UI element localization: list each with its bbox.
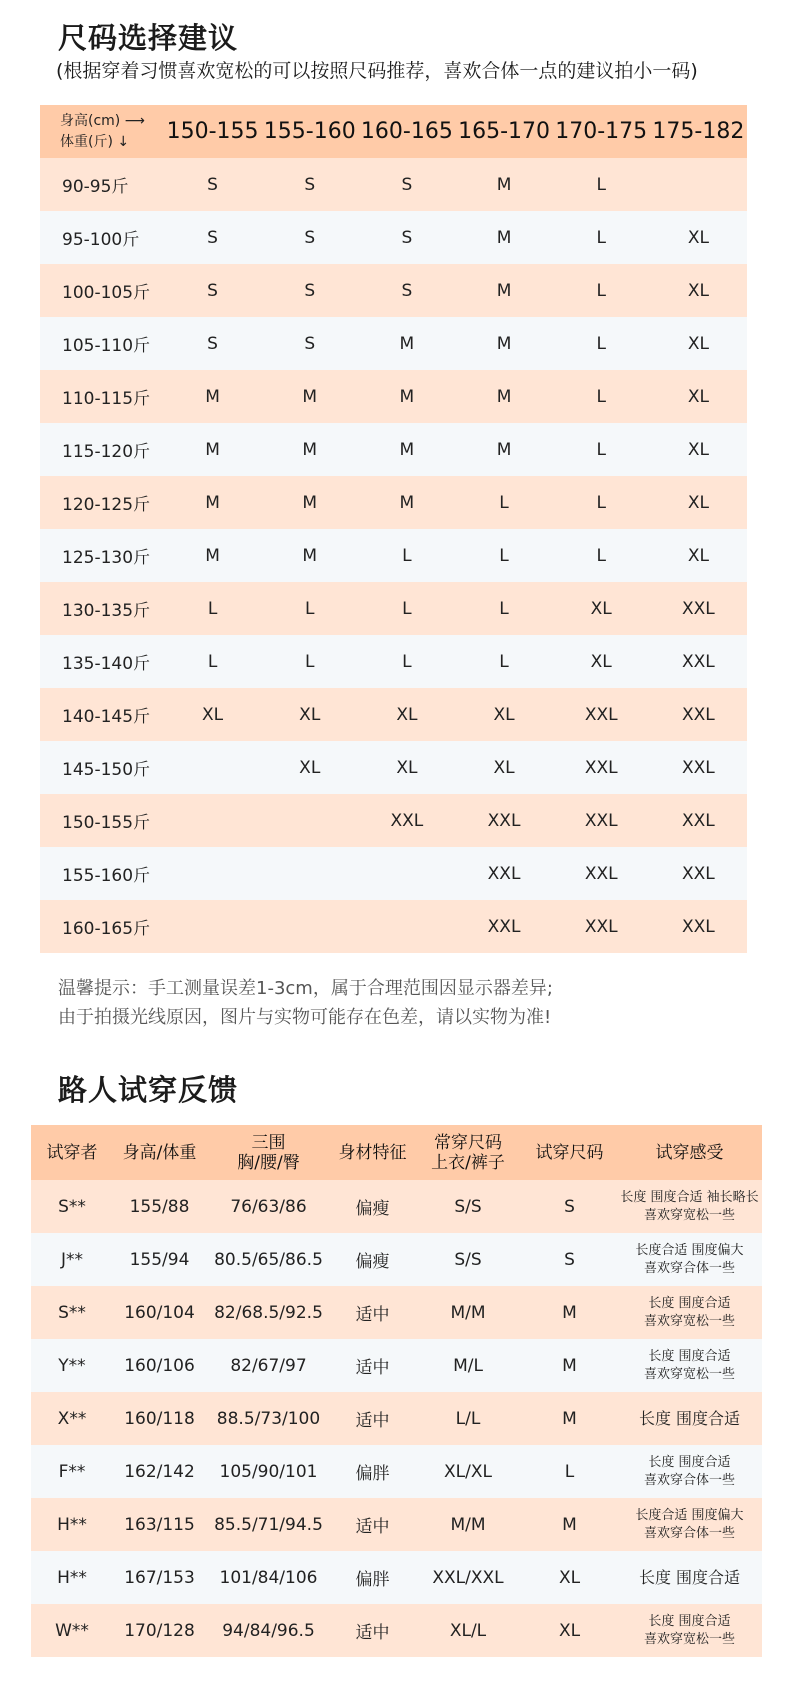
size-cell — [650, 158, 747, 211]
size-cell — [164, 900, 261, 953]
size-cell: XL — [493, 757, 515, 778]
height-weight-cell: 162/142 — [124, 1461, 195, 1482]
height-weight-cell: 160/104 — [124, 1302, 195, 1323]
fit-feedback-line: 喜欢穿宽松一些 — [643, 1207, 735, 1223]
fit-feedback-cell — [617, 1233, 762, 1286]
size-cell — [261, 900, 358, 953]
size-table-row — [40, 847, 747, 900]
usual-size-cell: M/M — [450, 1514, 486, 1535]
height-axis-label: 身高(cm) ⟶ — [60, 112, 145, 129]
usual-size-cell: XXL/XXL — [432, 1567, 504, 1588]
size-cell: XXL — [682, 810, 715, 831]
size-cell: XL — [396, 757, 418, 778]
size-table-corner-cell — [40, 105, 164, 158]
weight-range-cell: 90-95斤 — [62, 177, 129, 197]
usual-size-cell: M/L — [453, 1355, 483, 1376]
tried-size-cell: XL — [558, 1620, 581, 1641]
size-cell: XXL — [682, 651, 715, 672]
weight-axis-label: 体重(斤) ↓ — [60, 133, 130, 150]
size-cell: S — [304, 333, 316, 354]
size-cell — [164, 794, 261, 847]
feedback-header-cell: 试穿者 — [46, 1142, 98, 1163]
usual-size-cell: L/L — [455, 1408, 481, 1429]
size-cell: XL — [299, 704, 321, 725]
weight-range-cell: 115-120斤 — [62, 442, 151, 462]
size-cell: XL — [590, 598, 612, 619]
height-range-header: 150-155 — [166, 119, 259, 144]
size-cell: L — [402, 545, 412, 566]
size-cell: L — [596, 227, 606, 248]
size-cell: M — [205, 386, 220, 407]
size-table-body — [40, 158, 747, 953]
tried-size-cell: S — [564, 1249, 575, 1270]
tried-size-cell: M — [562, 1302, 577, 1323]
body-type-cell: 适中 — [355, 1358, 390, 1378]
weight-range-cell: 95-100斤 — [62, 230, 140, 250]
size-table-row — [40, 635, 747, 688]
size-cell: XXL — [682, 704, 715, 725]
size-cell: S — [304, 174, 316, 195]
size-table-row — [40, 476, 747, 529]
tester-name-cell: S** — [58, 1302, 86, 1323]
size-cell: XL — [202, 704, 224, 725]
body-type-cell: 偏胖 — [355, 1464, 390, 1484]
feedback-row — [31, 1445, 762, 1498]
body-type-cell: 偏胖 — [355, 1570, 390, 1590]
feedback-table-body — [31, 1180, 762, 1657]
size-cell: XXL — [487, 916, 521, 937]
size-table-header-row — [40, 105, 747, 158]
tips-line: 由于拍摄光线原因，图片与实物可能存在色差，请以实物为准! — [58, 1007, 552, 1028]
feedback-header-cell: 身高/体重 — [122, 1142, 197, 1163]
body-type-cell: 适中 — [355, 1305, 390, 1325]
size-cell: XXL — [682, 757, 715, 778]
tried-size-cell: M — [562, 1355, 577, 1376]
size-cell: XL — [590, 651, 612, 672]
size-cell: L — [499, 598, 509, 619]
size-cell: L — [207, 651, 218, 672]
fit-feedback-cell — [617, 1339, 762, 1392]
size-cell: M — [205, 545, 220, 566]
height-weight-cell: 163/115 — [124, 1514, 195, 1535]
height-weight-cell: 155/88 — [129, 1196, 190, 1217]
tester-name-cell: W** — [55, 1620, 89, 1641]
size-cell: XL — [687, 386, 709, 407]
size-cell: M — [496, 333, 512, 354]
size-cell: XXL — [682, 598, 715, 619]
size-cell: M — [399, 386, 415, 407]
size-cell: S — [401, 174, 413, 195]
size-cell: L — [499, 545, 509, 566]
fit-feedback-cell — [617, 1445, 762, 1498]
feedback-row — [31, 1233, 762, 1286]
fit-feedback-line: 长度 围度合适 — [648, 1348, 731, 1364]
tester-name-cell: F** — [58, 1461, 86, 1482]
size-cell: L — [402, 651, 412, 672]
weight-range-cell: 150-155斤 — [62, 813, 151, 833]
feedback-header-row — [31, 1125, 762, 1180]
feedback-row — [31, 1498, 762, 1551]
body-type-cell: 适中 — [355, 1623, 390, 1643]
height-weight-cell: 155/94 — [129, 1249, 190, 1270]
size-cell — [358, 847, 455, 900]
size-cell: XXL — [487, 863, 521, 884]
size-cell — [358, 900, 455, 953]
size-cell: L — [596, 492, 606, 513]
height-weight-cell: 167/153 — [124, 1567, 195, 1588]
height-range-header: 175-182 — [652, 119, 745, 144]
size-cell — [261, 794, 358, 847]
fit-feedback-line: 喜欢穿合体一些 — [643, 1472, 735, 1488]
body-type-cell: 适中 — [355, 1411, 390, 1431]
feedback-header-cell: 试穿感受 — [655, 1142, 724, 1163]
weight-range-cell: 120-125斤 — [62, 495, 151, 515]
feedback-header-cell: 常穿尺码 上衣/裤子 — [431, 1132, 505, 1173]
size-table-row — [40, 688, 747, 741]
size-cell — [164, 741, 261, 794]
size-cell: M — [496, 174, 512, 195]
size-cell: XXL — [584, 704, 618, 725]
size-cell: XXL — [584, 863, 618, 884]
measurements-cell: 105/90/101 — [219, 1461, 318, 1482]
size-cell: L — [499, 492, 509, 513]
fit-feedback-cell — [617, 1180, 762, 1233]
weight-range-cell: 110-115斤 — [62, 389, 151, 409]
size-cell: L — [596, 333, 606, 354]
tried-size-cell: XL — [558, 1567, 581, 1588]
size-cell: M — [399, 333, 415, 354]
height-weight-cell: 160/118 — [124, 1408, 195, 1429]
size-cell: S — [207, 280, 218, 301]
height-range-header: 170-175 — [555, 119, 648, 144]
size-table-row — [40, 529, 747, 582]
size-cell: M — [302, 439, 318, 460]
size-cell: XXL — [682, 916, 715, 937]
fit-feedback-line: 长度 围度合适 — [638, 1567, 741, 1587]
fit-feedback-cell — [617, 1551, 762, 1604]
weight-range-cell: 145-150斤 — [62, 760, 151, 780]
size-table-row — [40, 211, 747, 264]
measurements-cell: 80.5/65/86.5 — [214, 1249, 323, 1270]
tester-name-cell: J** — [60, 1249, 83, 1270]
fit-feedback-line: 喜欢穿合体一些 — [643, 1525, 735, 1541]
measurements-cell: 88.5/73/100 — [216, 1408, 321, 1429]
height-weight-cell: 170/128 — [124, 1620, 195, 1641]
size-cell: XXL — [584, 757, 618, 778]
size-cell: M — [302, 545, 318, 566]
height-range-header: 160-165 — [360, 119, 453, 144]
size-cell: M — [399, 492, 415, 513]
trial-feedback-table — [31, 1125, 762, 1657]
weight-range-cell: 105-110斤 — [62, 336, 151, 356]
size-cell: L — [596, 386, 606, 407]
measurements-cell: 101/84/106 — [219, 1567, 318, 1588]
tester-name-cell: H** — [57, 1514, 87, 1535]
weight-range-cell: 135-140斤 — [62, 654, 151, 674]
weight-range-cell: 140-145斤 — [62, 707, 151, 727]
size-cell: XL — [493, 704, 515, 725]
size-cell: XL — [687, 333, 709, 354]
tester-name-cell: Y** — [58, 1355, 86, 1376]
feedback-row — [31, 1180, 762, 1233]
size-cell: XL — [687, 280, 709, 301]
size-table-row — [40, 317, 747, 370]
tester-name-cell: H** — [57, 1567, 87, 1588]
tried-size-cell: M — [562, 1408, 577, 1429]
height-weight-cell: 160/106 — [124, 1355, 195, 1376]
size-cell: XXL — [584, 810, 618, 831]
fit-feedback-line: 长度 围度合适 — [648, 1613, 731, 1629]
weight-range-cell: 160-165斤 — [62, 919, 151, 939]
size-recommendation-table — [40, 105, 747, 953]
size-table-row — [40, 423, 747, 476]
size-cell: S — [304, 280, 316, 301]
feedback-row — [31, 1286, 762, 1339]
size-cell: S — [304, 227, 316, 248]
size-cell: M — [205, 439, 220, 460]
size-cell: XXL — [682, 863, 715, 884]
size-cell: M — [496, 386, 512, 407]
tips-line: 温馨提示：手工测量误差1-3cm，属于合理范围因显示器差异; — [58, 978, 553, 999]
feedback-row — [31, 1551, 762, 1604]
usual-size-cell: M/M — [450, 1302, 486, 1323]
feedback-header-cell: 三围 胸/腰/臀 — [237, 1132, 300, 1173]
size-cell: M — [302, 386, 318, 407]
measurements-cell: 94/84/96.5 — [222, 1620, 315, 1641]
size-table-row — [40, 582, 747, 635]
trial-feedback-title: 路人试穿反馈 — [58, 1073, 239, 1107]
size-cell: L — [596, 545, 606, 566]
fit-feedback-cell — [617, 1604, 762, 1657]
size-cell: XL — [396, 704, 418, 725]
feedback-row — [31, 1392, 762, 1445]
tried-size-cell: S — [564, 1196, 575, 1217]
size-table-row — [40, 370, 747, 423]
size-cell: S — [207, 333, 218, 354]
usual-size-cell: XL/XL — [444, 1461, 492, 1482]
weight-range-cell: 125-130斤 — [62, 548, 151, 568]
usual-size-cell: XL/L — [449, 1620, 487, 1641]
size-cell: XL — [687, 227, 709, 248]
size-cell — [261, 847, 358, 900]
size-table-row — [40, 741, 747, 794]
body-type-cell: 偏瘦 — [355, 1252, 390, 1272]
size-cell: M — [302, 492, 318, 513]
size-cell: L — [207, 598, 218, 619]
fit-feedback-line: 长度 围度合适 — [638, 1408, 741, 1428]
size-table-row — [40, 158, 747, 211]
size-cell: M — [496, 227, 512, 248]
size-cell: XXL — [390, 810, 424, 831]
tried-size-cell: L — [564, 1461, 575, 1482]
size-cell: M — [496, 280, 512, 301]
size-cell: XL — [687, 545, 709, 566]
size-cell: XXL — [487, 810, 521, 831]
size-cell: L — [596, 439, 606, 460]
tester-name-cell: X** — [57, 1408, 87, 1429]
measurements-cell: 82/68.5/92.5 — [214, 1302, 323, 1323]
height-range-header: 165-170 — [458, 119, 550, 144]
measurements-cell: 85.5/71/94.5 — [214, 1514, 323, 1535]
tried-size-cell: M — [562, 1514, 577, 1535]
fit-feedback-line: 长度合适 围度偏大 — [635, 1242, 744, 1258]
feedback-header-cell: 试穿尺码 — [535, 1142, 604, 1163]
size-cell: XXL — [584, 916, 618, 937]
size-cell: L — [304, 651, 315, 672]
measurements-cell: 82/67/97 — [230, 1355, 307, 1376]
measurements-cell: 76/63/86 — [230, 1196, 307, 1217]
size-cell: S — [401, 227, 413, 248]
fit-feedback-line: 长度 围度合适 — [648, 1295, 731, 1311]
fit-feedback-line: 喜欢穿宽松一些 — [643, 1313, 735, 1329]
size-cell: L — [596, 280, 606, 301]
fit-feedback-line: 喜欢穿宽松一些 — [643, 1366, 735, 1382]
size-cell: S — [207, 227, 218, 248]
size-cell: M — [496, 439, 512, 460]
fit-feedback-cell — [617, 1392, 762, 1445]
tester-name-cell: S** — [58, 1196, 86, 1217]
size-cell: L — [499, 651, 509, 672]
size-table-row — [40, 794, 747, 847]
size-cell: XL — [299, 757, 321, 778]
size-table-row — [40, 264, 747, 317]
weight-range-cell: 155-160斤 — [62, 866, 151, 886]
fit-feedback-cell — [617, 1498, 762, 1551]
size-cell: L — [402, 598, 412, 619]
size-guide-title: 尺码选择建议 — [58, 21, 239, 55]
size-cell: L — [304, 598, 315, 619]
body-type-cell: 偏瘦 — [355, 1199, 390, 1219]
fit-feedback-line: 长度 围度合适 袖长略长 — [620, 1189, 759, 1205]
fit-feedback-line: 喜欢穿合体一些 — [643, 1260, 735, 1276]
feedback-row — [31, 1604, 762, 1657]
usual-size-cell: S/S — [454, 1249, 482, 1270]
size-table-row — [40, 900, 747, 953]
size-cell — [164, 847, 261, 900]
size-cell: S — [401, 280, 413, 301]
size-cell: XL — [687, 439, 709, 460]
size-cell: L — [596, 174, 606, 195]
feedback-header-cell: 身材特征 — [338, 1142, 407, 1163]
size-cell: S — [207, 174, 218, 195]
tips-note — [58, 974, 553, 1032]
fit-feedback-line: 长度合适 围度偏大 — [635, 1507, 744, 1523]
size-cell: M — [205, 492, 220, 513]
size-cell: M — [399, 439, 415, 460]
weight-range-cell: 130-135斤 — [62, 601, 151, 621]
fit-feedback-cell — [617, 1286, 762, 1339]
height-range-header: 155-160 — [263, 119, 356, 144]
size-cell: XL — [687, 492, 709, 513]
body-type-cell: 适中 — [355, 1517, 390, 1537]
feedback-row — [31, 1339, 762, 1392]
usual-size-cell: S/S — [454, 1196, 482, 1217]
weight-range-cell: 100-105斤 — [62, 283, 151, 303]
fit-feedback-line: 长度 围度合适 — [648, 1454, 731, 1470]
size-guide-subtitle: (根据穿着习惯喜欢宽松的可以按照尺码推荐，喜欢合体一点的建议拍小一码) — [56, 60, 698, 82]
fit-feedback-line: 喜欢穿宽松一些 — [643, 1631, 735, 1647]
